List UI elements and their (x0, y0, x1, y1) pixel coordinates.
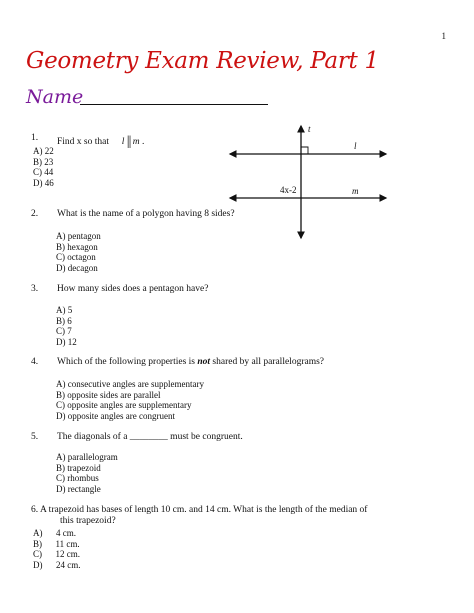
option-a: A) 4 cm. (33, 528, 76, 538)
question-text-line1: 6. A trapezoid has bases of length 10 cm. and 14 cm. What is the length of the median of (31, 505, 368, 515)
option-d: D) opposite angles are congruent (56, 411, 175, 422)
name-label: Name (26, 86, 84, 108)
variable-m: m (132, 137, 140, 147)
question-number: 4. (31, 357, 39, 367)
name-blank-line (80, 104, 268, 105)
right-angle-mark (301, 147, 308, 154)
option-b: B) hexagon (56, 241, 98, 252)
variable-l: l (121, 137, 125, 147)
question-text-line2: this trapezoid? (60, 516, 116, 526)
option-c: C) 7 (56, 326, 72, 337)
question-text: What is the name of a polygon having 8 sides? (57, 209, 235, 219)
option-d: D) rectangle (56, 484, 101, 495)
options-list (56, 231, 101, 274)
option-a: A) 5 (56, 305, 73, 315)
option-b: B) 6 (56, 315, 72, 326)
emphasis-not: not (197, 357, 211, 367)
options-list (33, 528, 81, 571)
question-number: 3. (31, 284, 39, 294)
question-number: 2. (31, 209, 39, 219)
option-b: B) 11 cm. (33, 538, 80, 549)
option-a: A) consecutive angles are supplementary (56, 379, 204, 389)
options-list (56, 452, 118, 495)
question-text (57, 133, 144, 149)
option-b: B) opposite sides are parallel (56, 389, 161, 400)
option-d: D) 12 (56, 337, 77, 348)
option-b: B) 23 (33, 156, 54, 167)
parallel-symbol: || (126, 134, 131, 149)
page-title: Geometry Exam Review, Part 1 (26, 48, 379, 74)
page-number: 1 (441, 31, 446, 41)
option-c: C) 44 (33, 167, 54, 178)
angle-label: 4x-2 (280, 185, 297, 195)
options-list (56, 379, 204, 422)
question-text: The diagonals of a ________ must be congruent. (57, 432, 243, 442)
label-l: l (354, 141, 357, 151)
option-c: C) octagon (56, 252, 96, 263)
question-number: 1. (31, 133, 39, 143)
question-text-after: shared by all parallelograms? (212, 357, 325, 367)
option-d: D) decagon (56, 263, 98, 274)
period: . (142, 137, 145, 147)
label-m: m (352, 186, 359, 196)
option-a: A) parallelogram (56, 452, 118, 462)
options-list (56, 305, 77, 348)
question-number: 5. (31, 432, 39, 442)
option-d: D) 24 cm. (33, 560, 81, 571)
option-a: A) 22 (33, 146, 54, 156)
option-a: A) pentagon (56, 231, 101, 241)
option-c: C) opposite angles are supplementary (56, 400, 192, 411)
question-text-before: Which of the following properties is (57, 357, 195, 367)
parallel-lines-diagram (226, 122, 390, 242)
option-c: C) 12 cm. (33, 549, 80, 560)
option-c: C) rhombus (56, 473, 99, 484)
options-list (33, 146, 54, 189)
option-d: D) 46 (33, 178, 54, 189)
label-t: t (308, 124, 311, 134)
question-text-prefix: Find x so that (57, 137, 109, 147)
option-b: B) trapezoid (56, 462, 101, 473)
question-text (57, 357, 324, 367)
question-text: How many sides does a pentagon have? (57, 284, 209, 294)
